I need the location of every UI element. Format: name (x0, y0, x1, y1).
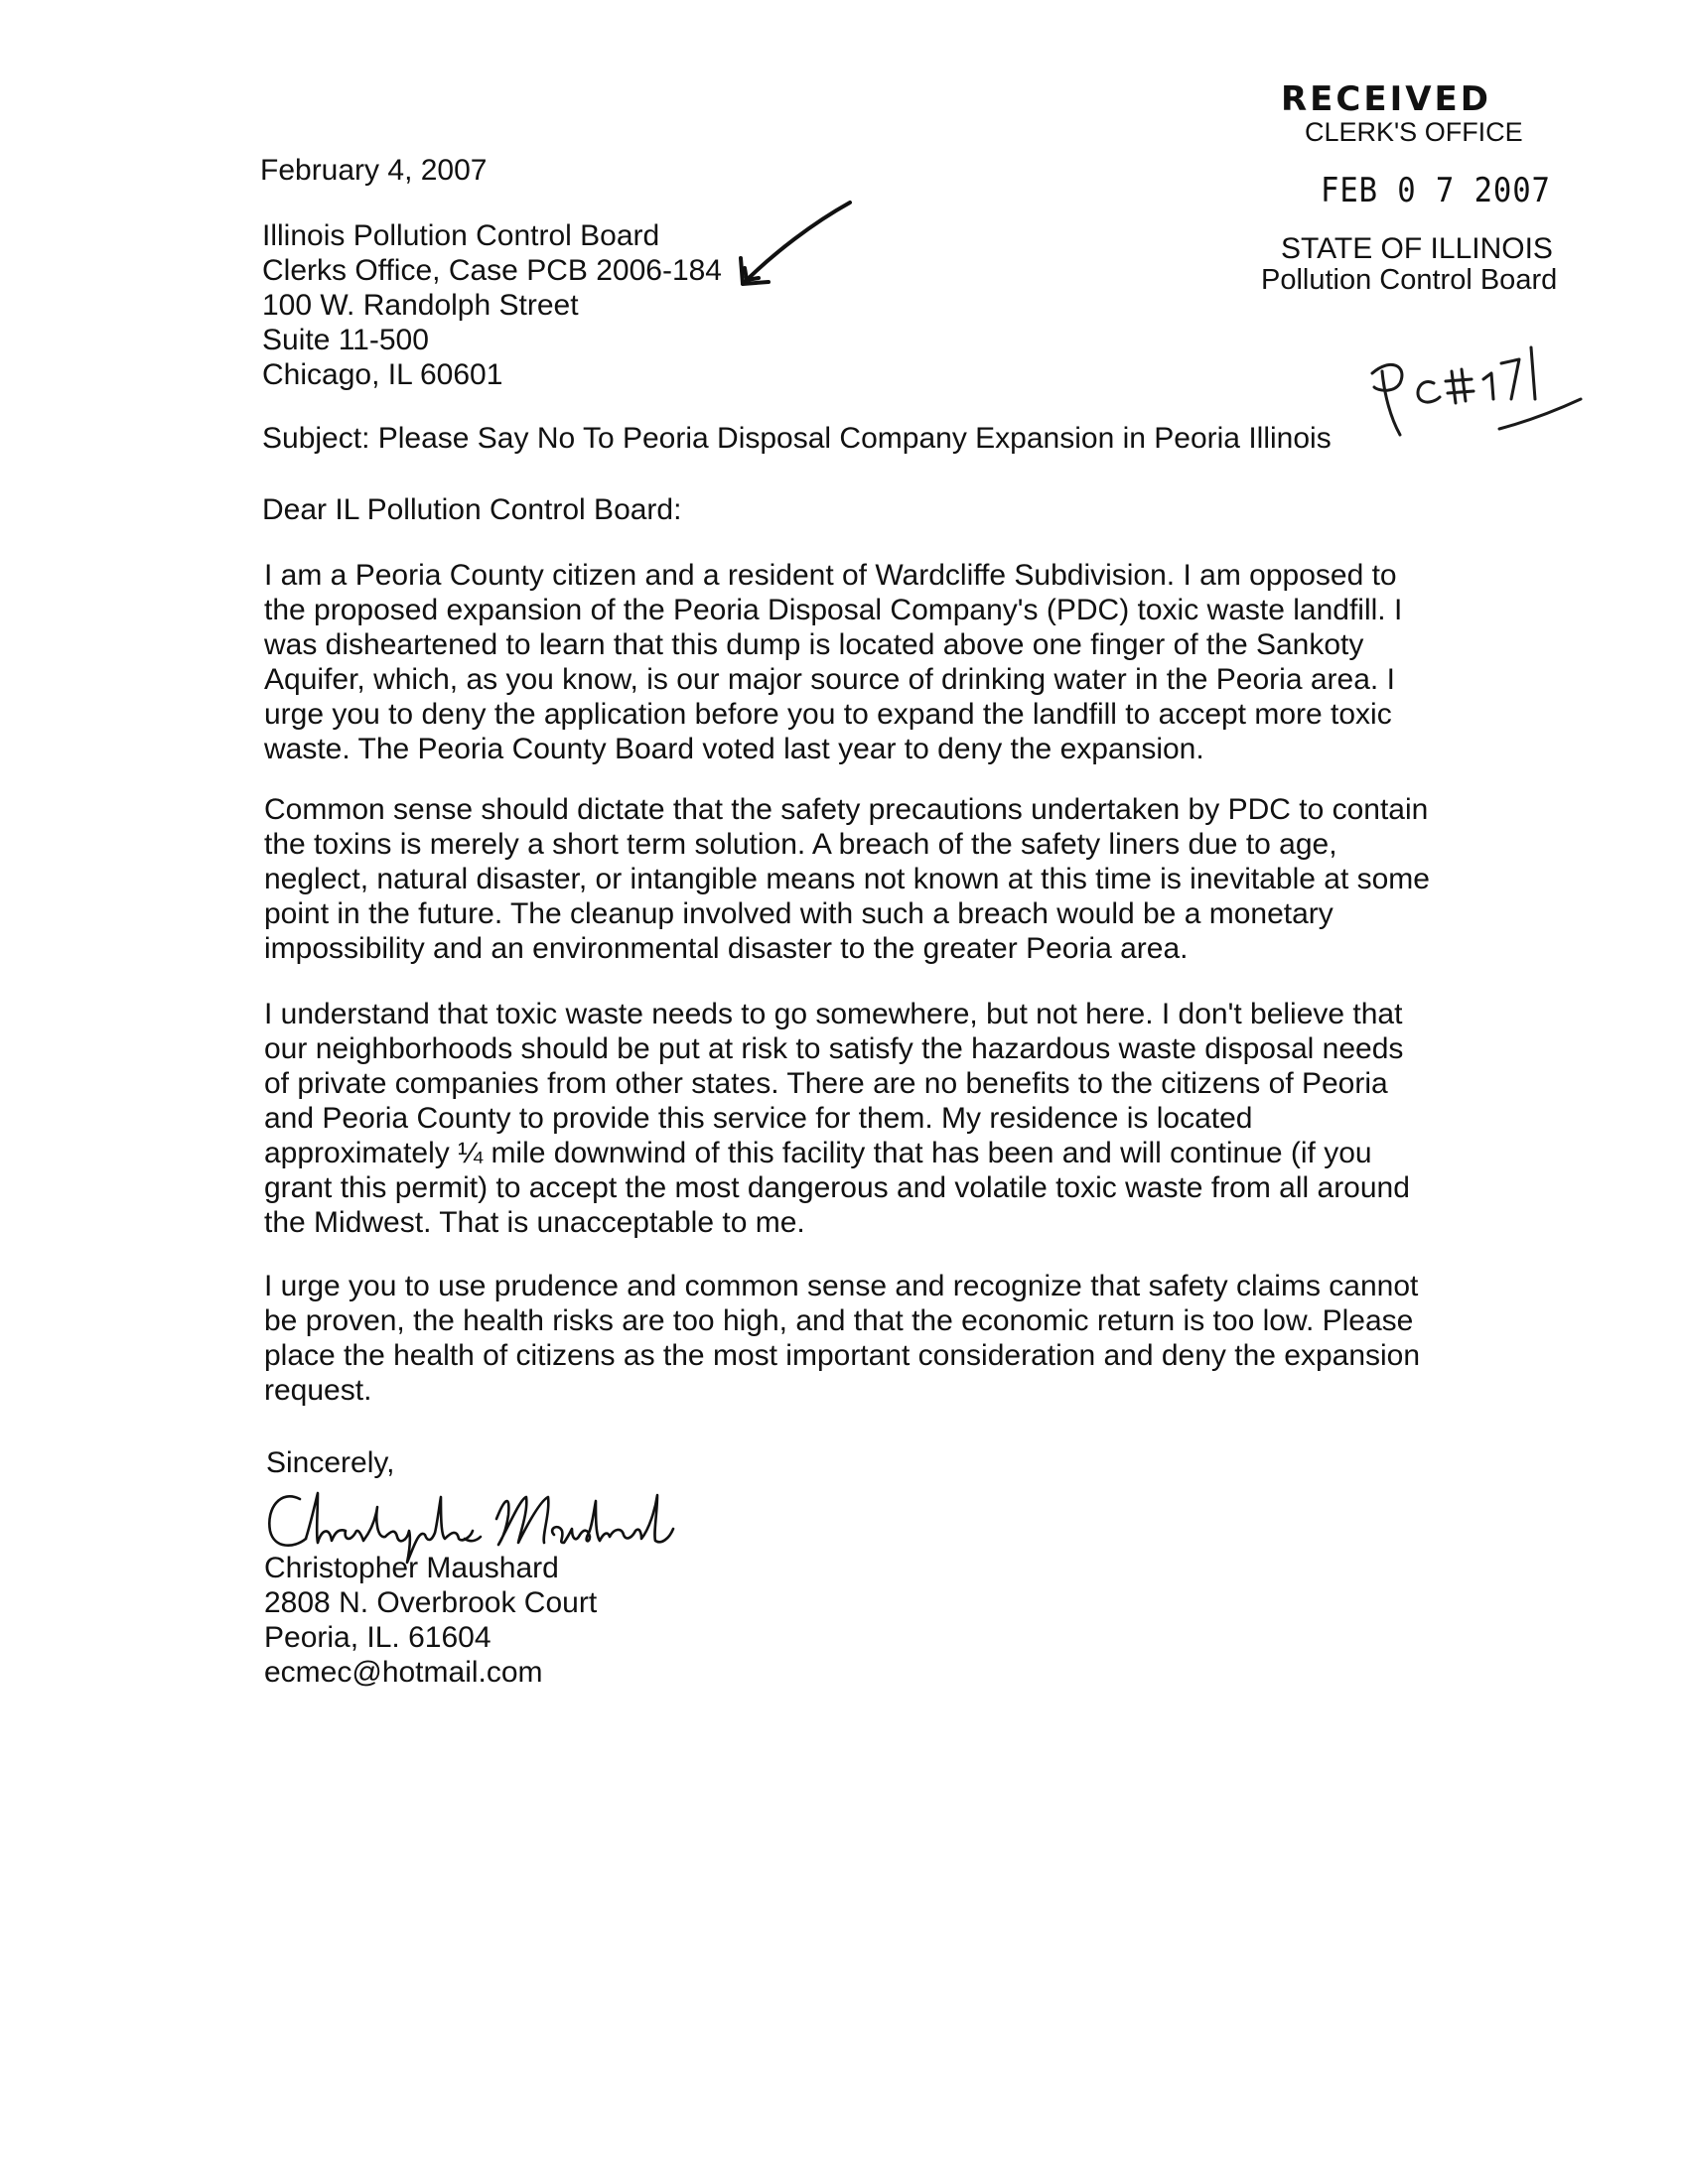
sender-name: Christopher Maushard (264, 1552, 559, 1584)
paragraph-line: the toxins is merely a short term solution. A breach of the safety liners due to age, (264, 828, 1337, 861)
paragraph-line: approximately ¼ mile downwind of this facility that has been and will continue (if you (264, 1137, 1372, 1169)
paragraph-line: neglect, natural disaster, or intangible means not known at this time is inevitable at some (264, 863, 1430, 895)
paragraph-line: request. (264, 1374, 372, 1407)
paragraph-line: waste. The Peoria County Board voted last year to deny the expansion. (264, 733, 1204, 765)
stamp-board: Pollution Control Board (1261, 264, 1558, 296)
letter-salutation: Dear IL Pollution Control Board: (262, 493, 682, 526)
sender-street: 2808 N. Overbrook Court (264, 1586, 598, 1619)
paragraph-line: our neighborhoods should be put at risk to satisfy the hazardous waste disposal needs (264, 1032, 1404, 1065)
paragraph-line: I understand that toxic waste needs to go somewhere, but not here. I don't believe that (264, 998, 1403, 1030)
letter-date: February 4, 2007 (260, 154, 488, 187)
paragraph-line: the Midwest. That is unacceptable to me. (264, 1206, 805, 1239)
sender-block (264, 1551, 597, 1690)
recipient-line: Clerks Office, Case PCB 2006-184 (262, 254, 722, 287)
stamp-clerks-office: CLERK'S OFFICE (1305, 117, 1523, 147)
recipient-line: Chicago, IL 60601 (262, 358, 503, 391)
recipient-address (262, 218, 722, 392)
letter-subject: Subject: Please Say No To Peoria Disposal Company Expansion in Peoria Illinois (262, 422, 1332, 455)
letter-closing: Sincerely, (266, 1446, 395, 1479)
sender-email: ecmec@hotmail.com (264, 1656, 543, 1689)
body-paragraph-1 (264, 558, 1436, 766)
paragraph-line: grant this permit) to accept the most dangerous and volatile toxic waste from all around (264, 1171, 1410, 1204)
paragraph-line: was disheartened to learn that this dump is located above one finger of the Sankoty (264, 628, 1364, 661)
paragraph-line: Common sense should dictate that the safety precautions undertaken by PDC to contain (264, 793, 1429, 826)
paragraph-line: the proposed expansion of the Peoria Disposal Company's (PDC) toxic waste landfill. I (264, 594, 1403, 626)
paragraph-line: place the health of citizens as the most important consideration and deny the expansion (264, 1339, 1421, 1372)
paragraph-line: urge you to deny the application before you to expand the landfill to accept more toxic (264, 698, 1392, 731)
arrow-mark (735, 199, 854, 298)
recipient-line: 100 W. Randolph Street (262, 289, 579, 322)
sender-city: Peoria, IL. 61604 (264, 1621, 491, 1654)
recipient-line: Illinois Pollution Control Board (262, 219, 660, 252)
body-paragraph-4 (264, 1269, 1436, 1408)
body-paragraph-3 (264, 997, 1436, 1240)
paragraph-line: impossibility and an environmental disaster to the greater Peoria area. (264, 932, 1189, 965)
recipient-line: Suite 11-500 (262, 324, 429, 356)
paragraph-line: point in the future. The cleanup involved with such a breach would be a monetary (264, 897, 1333, 930)
handwritten-note-mark (1360, 338, 1589, 457)
stamp-date: FEB 0 7 2007 (1321, 171, 1551, 210)
stamp-received: RECEIVED (1281, 79, 1491, 119)
paragraph-line: and Peoria County to provide this service for them. My residence is located (264, 1102, 1253, 1135)
stamp-state: STATE OF ILLINOIS (1281, 232, 1553, 265)
body-paragraph-2 (264, 792, 1436, 966)
paragraph-line: of private companies from other states. There are no benefits to the citizens of Peoria (264, 1067, 1388, 1100)
paragraph-line: Aquifer, which, as you know, is our major source of drinking water in the Peoria area. I (264, 663, 1395, 696)
paragraph-line: I urge you to use prudence and common sense and recognize that safety claims cannot (264, 1270, 1419, 1302)
paragraph-line: I am a Peoria County citizen and a resident of Wardcliffe Subdivision. I am opposed to (264, 559, 1397, 592)
paragraph-line: be proven, the health risks are too high, and that the economic return is too low. Please (264, 1304, 1414, 1337)
